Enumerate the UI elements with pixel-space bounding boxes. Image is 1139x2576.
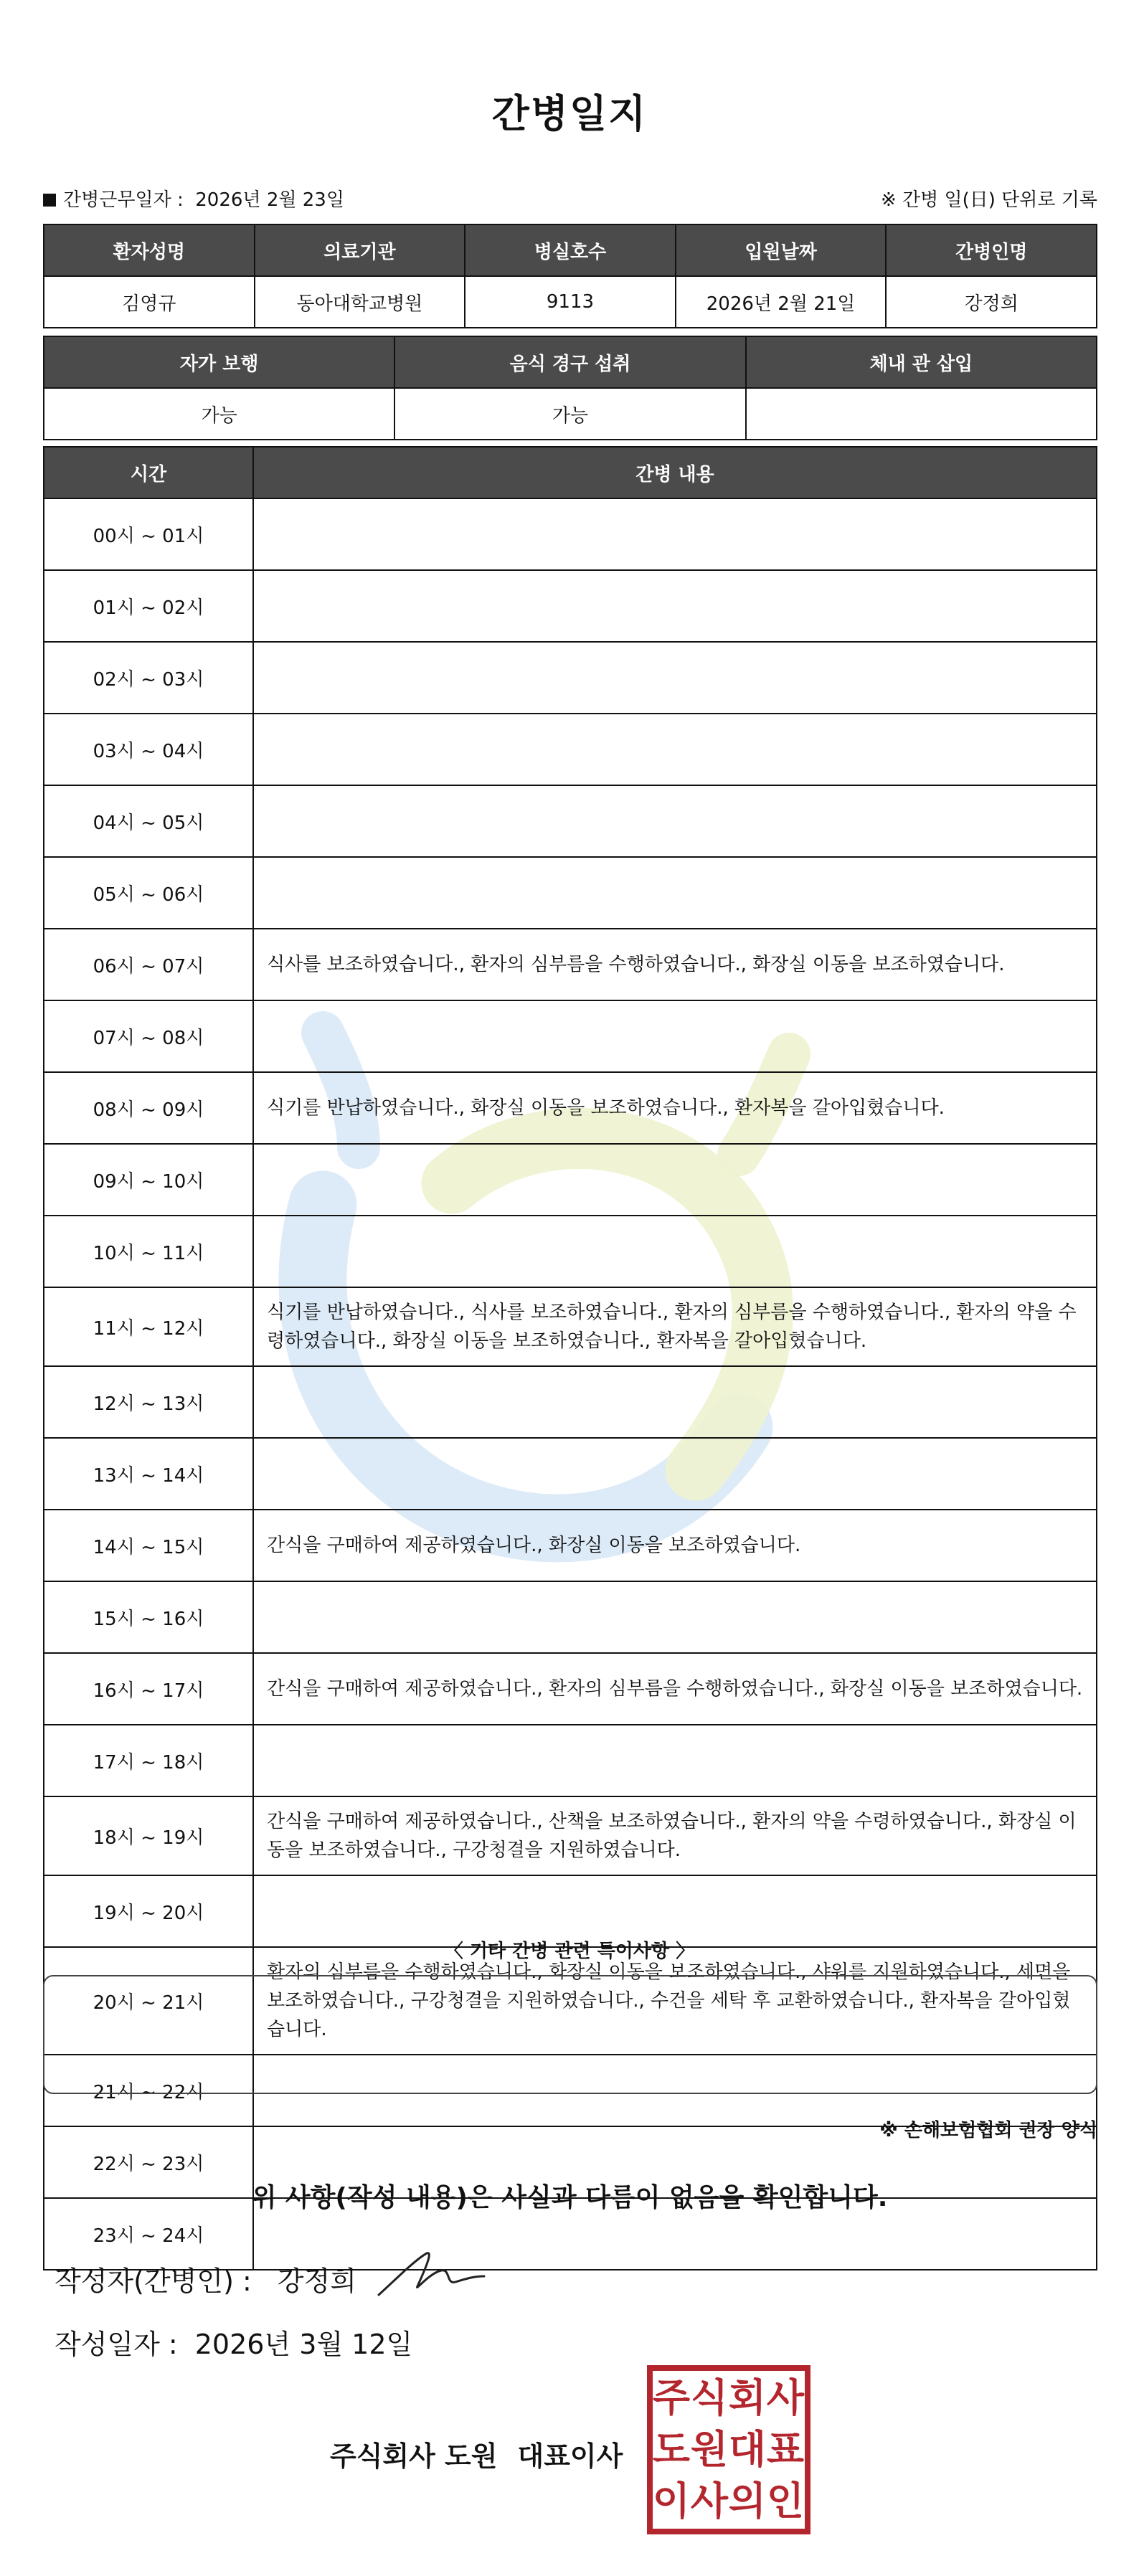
seal-char: 이 — [652, 2478, 691, 2524]
table-row — [44, 1438, 1097, 1510]
care-content — [253, 785, 1097, 857]
time-slot: 15시 ~ 16시 — [44, 1581, 253, 1653]
time-slot: 16시 ~ 17시 — [44, 1653, 253, 1725]
written-date-row — [55, 2322, 412, 2362]
seal-char: 원 — [690, 2427, 729, 2472]
time-slot: 21시 ~ 22시 — [44, 2055, 253, 2126]
time-slot: 06시 ~ 07시 — [44, 929, 253, 1000]
time-slot: 17시 ~ 18시 — [44, 1725, 253, 1796]
patient-info-table — [43, 224, 1097, 328]
care-content — [253, 1144, 1097, 1216]
time-slot: 10시 ~ 11시 — [44, 1216, 253, 1287]
time-slot: 08시 ~ 09시 — [44, 1072, 253, 1144]
time-slot: 14시 ~ 15시 — [44, 1510, 253, 1581]
care-content: 간식을 구매하여 제공하였습니다., 화장실 이동을 보조하였습니다. — [253, 1510, 1097, 1581]
table-row — [44, 642, 1097, 714]
work-date-row — [43, 185, 1097, 214]
table-row — [44, 1510, 1097, 1581]
time-slot: 07시 ~ 08시 — [44, 1000, 253, 1072]
seal-char: 도 — [652, 2427, 691, 2472]
table-row — [44, 785, 1097, 857]
time-slot: 23시 ~ 24시 — [44, 2198, 253, 2270]
unit-note: ※ 간병 일(日) 단위로 기록 — [880, 189, 1097, 211]
table-row — [44, 1725, 1097, 1796]
time-slot: 20시 ~ 21시 — [44, 1947, 253, 2055]
company-rep: 대표이사 — [517, 2440, 623, 2472]
work-date-value: 2026년 2월 23일 — [195, 189, 344, 211]
care-content — [253, 857, 1097, 929]
table-row — [44, 1216, 1097, 1287]
author-name: 강정희 — [277, 2265, 356, 2297]
time-slot: 02시 ~ 03시 — [44, 642, 253, 714]
table-row — [44, 1653, 1097, 1725]
table-row — [44, 1287, 1097, 1366]
author-row — [55, 2259, 356, 2298]
room-number: 9113 — [465, 276, 676, 328]
care-content — [253, 1216, 1097, 1287]
table-row — [44, 570, 1097, 642]
care-content — [253, 1725, 1097, 1796]
seal-char: 표 — [766, 2427, 805, 2472]
header-tube-insertion: 체내 관 삽입 — [746, 336, 1097, 388]
table-row — [44, 714, 1097, 785]
header-oral-intake: 음식 경구 섭취 — [394, 336, 745, 388]
caregiver-name: 강정희 — [886, 276, 1097, 328]
time-slot: 12시 ~ 13시 — [44, 1366, 253, 1438]
patient-name: 김영규 — [44, 276, 255, 328]
admission-date: 2026년 2월 21일 — [676, 276, 887, 328]
confirm-statement: 위 사항(작성 내용)은 사실과 다름이 없음을 확인합니다. — [251, 2183, 888, 2212]
header-care-content: 간병 내용 — [253, 447, 1097, 498]
time-slot: 03시 ~ 04시 — [44, 714, 253, 785]
seal-char: 인 — [766, 2478, 805, 2524]
care-content: 간식을 구매하여 제공하였습니다., 산책을 보조하였습니다., 환자의 약을 수령하였습니다., 화장실 이동을 보조하였습니다., 구강청결을 지원하였습니다. — [253, 1796, 1097, 1875]
header-self-walking: 자가 보행 — [44, 336, 394, 388]
care-content — [253, 642, 1097, 714]
care-content: 식사를 보조하였습니다., 환자의 심부름을 수행하였습니다., 화장실 이동을 보조하였습니다. — [253, 929, 1097, 1000]
time-slot: 00시 ~ 01시 — [44, 498, 253, 570]
author-label: 작성자(간병인) : — [55, 2265, 252, 2297]
time-slot: 04시 ~ 05시 — [44, 785, 253, 857]
time-slot: 18시 ~ 19시 — [44, 1796, 253, 1875]
care-content: 간식을 구매하여 제공하였습니다., 환자의 심부름을 수행하였습니다., 화장실 이동을 보조하였습니다. — [253, 1653, 1097, 1725]
seal-char: 주 — [652, 2375, 691, 2420]
time-slot: 19시 ~ 20시 — [44, 1875, 253, 1947]
table-row — [44, 1144, 1097, 1216]
seal-char: 회 — [728, 2375, 767, 2420]
header-caregiver: 간병인명 — [886, 224, 1097, 276]
tube-insertion — [746, 388, 1097, 440]
seal-char: 사 — [690, 2478, 729, 2524]
work-date-label: 간병근무일자 : — [63, 189, 184, 211]
remarks-box — [43, 1975, 1097, 2094]
self-walking: 가능 — [44, 388, 394, 440]
table-row — [44, 1581, 1097, 1653]
time-slot: 09시 ~ 10시 — [44, 1144, 253, 1216]
table-row — [44, 1366, 1097, 1438]
care-content — [253, 1000, 1097, 1072]
care-content — [253, 498, 1097, 570]
care-content — [253, 1581, 1097, 1653]
care-content — [253, 1438, 1097, 1510]
table-row — [44, 498, 1097, 570]
seal-char: 식 — [690, 2375, 729, 2420]
document-title: 간병일지 — [491, 91, 648, 136]
table-row — [44, 929, 1097, 1000]
table-row — [44, 857, 1097, 929]
header-time: 시간 — [44, 447, 253, 498]
company-row — [330, 2434, 623, 2473]
company-name: 주식회사 도원 — [330, 2440, 498, 2472]
time-slot: 01시 ~ 02시 — [44, 570, 253, 642]
oral-intake: 가능 — [394, 388, 745, 440]
care-content — [253, 570, 1097, 642]
remarks-title: 〈 기타 간병 관련 특이사항 〉 — [444, 1941, 695, 1962]
header-room: 병실호수 — [465, 224, 676, 276]
header-patient-name: 환자성명 — [44, 224, 255, 276]
header-hospital: 의료기관 — [255, 224, 465, 276]
written-date-label: 작성일자 : — [55, 2329, 178, 2360]
header-admission-date: 입원날짜 — [676, 224, 887, 276]
seal-char: 대 — [728, 2427, 767, 2472]
seal-char: 의 — [728, 2478, 767, 2524]
work-date — [43, 185, 344, 212]
care-content: 식기를 반납하였습니다., 화장실 이동을 보조하였습니다., 환자복을 갈아입혔습니다. — [253, 1072, 1097, 1144]
hospital: 동아대학교병원 — [255, 276, 465, 328]
time-slot: 11시 ~ 12시 — [44, 1287, 253, 1366]
ability-table — [43, 336, 1097, 440]
square-bullet-icon — [43, 194, 56, 207]
care-content — [253, 714, 1097, 785]
signature-image — [373, 2245, 488, 2302]
recommend-note: ※ 손해보험협회 권장 양식 — [879, 2120, 1097, 2141]
time-slot: 13시 ~ 14시 — [44, 1438, 253, 1510]
seal-char: 사 — [766, 2375, 805, 2420]
written-date-value: 2026년 3월 12일 — [194, 2329, 413, 2360]
time-slot: 05시 ~ 06시 — [44, 857, 253, 929]
care-content: 환자의 심부름을 수행하였습니다., 화장실 이동을 보조하였습니다., 샤워를 지원하였습니다., 세면을 보조하였습니다., 구강청결을 지원하였습니다., 수건을 세탁 후 교환하였습니다., 환자복을 갈아입혔습니다. — [253, 1947, 1097, 2055]
table-row — [44, 1796, 1097, 1875]
company-seal-stamp — [646, 2364, 812, 2536]
time-slot: 22시 ~ 23시 — [44, 2126, 253, 2198]
table-row — [44, 1000, 1097, 1072]
care-content — [253, 1366, 1097, 1438]
table-row — [44, 1072, 1097, 1144]
care-content: 식기를 반납하였습니다., 식사를 보조하였습니다., 환자의 심부름을 수행하였습니다., 환자의 약을 수령하였습니다., 화장실 이동을 보조하였습니다., 환자복을 갈아입혔습니다. — [253, 1287, 1097, 1366]
